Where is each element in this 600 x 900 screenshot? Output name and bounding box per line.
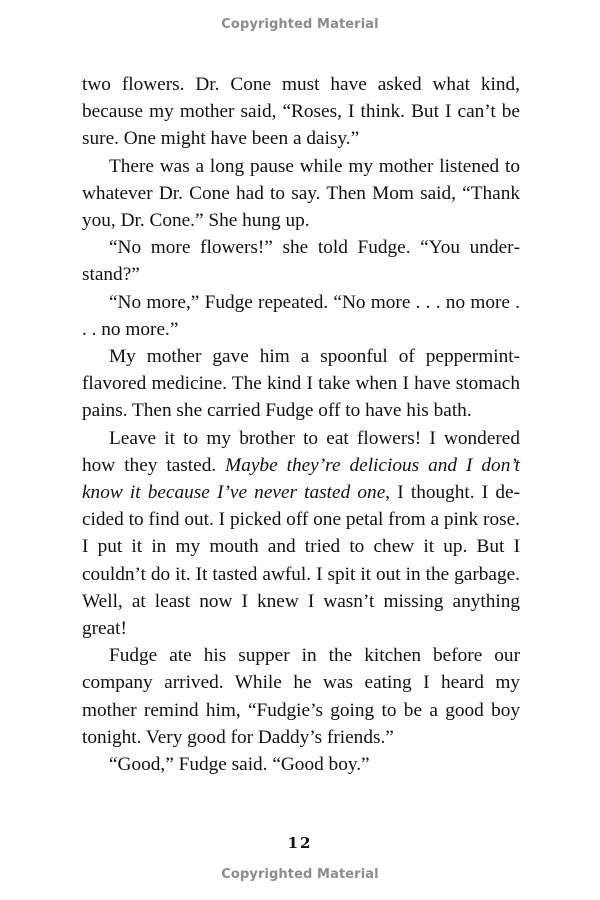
body-paragraph xyxy=(82,751,520,778)
text-segment: “No more flowers!” she told Fudge. “You understand?” xyxy=(82,237,520,286)
text-segment: two flowers. Dr. Cone must have asked what kind, because my mother said, “Roses, I think. But I can’t be sure. One might have been a daisy.” xyxy=(82,74,520,150)
body-paragraph xyxy=(82,642,520,751)
text-segment: , I thought. I decided to find out. I picked off one petal from a pink rose. I put it in my mouth and tried to chew it up. But I couldn’t do it. It tasted awful. I spit it out in the garbage. Well, at least now I knew I wasn’t missing anything great! xyxy=(82,482,520,640)
page-body-text xyxy=(82,71,520,778)
text-segment: “No more,” Fudge repeated. “No more . . . no more . . . no more.” xyxy=(82,291,520,340)
italic-text-segment: Maybe they’re delicious and I don’t know it because I’ve never tasted one xyxy=(82,454,520,504)
body-paragraph xyxy=(82,71,520,153)
text-segment: There was a long pause while my mother listened to whatever Dr. Cone had to say. Then Mom said, “Thank you, Dr. Cone.” She hung up. xyxy=(82,155,520,232)
body-paragraph xyxy=(82,289,520,343)
text-segment: “Good,” Fudge said. “Good boy.” xyxy=(109,754,370,776)
body-paragraph xyxy=(82,234,520,288)
body-paragraph xyxy=(82,153,520,235)
page-number: 12 xyxy=(287,834,313,852)
text-segment: Leave it to my brother to eat flowers! I wondered how they tasted. xyxy=(82,427,520,476)
body-paragraph xyxy=(82,425,520,643)
text-segment: My mother gave him a spoonful of peppermint-flavored medicine. The kind I take when I have stomach pains. Then she carried Fudge off to have his bath. xyxy=(82,346,520,422)
body-paragraph xyxy=(82,343,520,425)
copyright-watermark-top: Copyrighted Material xyxy=(221,17,379,32)
copyright-watermark-bottom: Copyrighted Material xyxy=(221,867,379,882)
text-segment: Fudge ate his supper in the kitchen before our company arrived. While he was eating I heard my mother remind him, “Fudgie’s going to be a good boy tonight. Very good for Daddy’s friends.” xyxy=(82,645,520,748)
